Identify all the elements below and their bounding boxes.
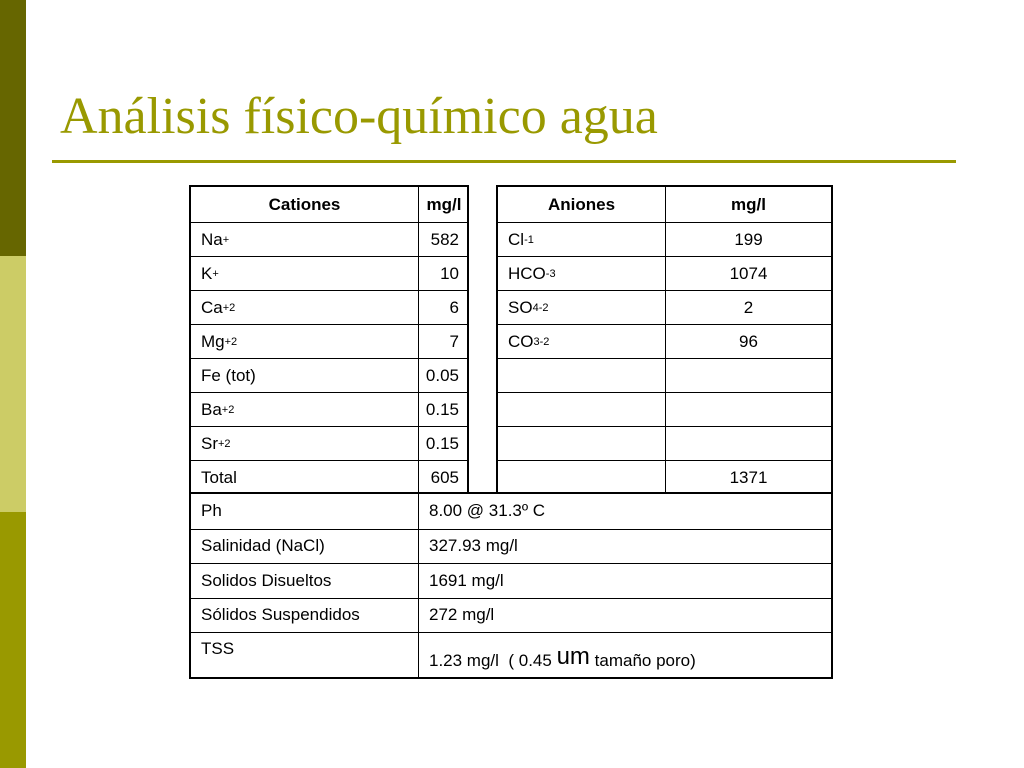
table-row — [191, 426, 467, 460]
tss-value-unit: um — [556, 643, 590, 670]
cation-charge: +2 — [224, 335, 238, 348]
anion-symbol: HCO — [508, 263, 546, 283]
cation-name — [191, 461, 419, 494]
property-value: 1691 mg/l — [429, 570, 504, 590]
cation-symbol: Na — [201, 229, 223, 249]
cation-charge: +2 — [218, 437, 231, 450]
tss-value-suffix: tamaño poro) — [589, 651, 696, 670]
cation-symbol: Total — [201, 467, 237, 487]
cation-name — [191, 427, 419, 460]
cation-symbol: Ba — [201, 399, 222, 419]
table-row — [191, 222, 467, 256]
cation-value: 582 — [430, 229, 459, 249]
cation-charge: + — [222, 233, 230, 246]
cations-table — [189, 185, 469, 494]
tss-value — [419, 633, 831, 677]
cations-unit-header: mg/l — [426, 194, 462, 214]
anion-name — [498, 461, 666, 494]
table-row — [191, 324, 467, 358]
cation-value: 0.05 — [425, 365, 459, 385]
property-value: 327.93 mg/l — [429, 536, 518, 556]
cation-name — [191, 223, 419, 256]
anion-name — [498, 427, 666, 460]
cation-value: 6 — [449, 297, 459, 317]
anion-charge: -1 — [524, 233, 534, 246]
accent-bar-bottom — [0, 512, 26, 768]
cation-name — [191, 325, 419, 358]
table-row — [498, 358, 831, 392]
table-row-tss — [191, 632, 831, 677]
anion-symbol: CO — [508, 331, 534, 351]
anions-header-row — [498, 187, 831, 222]
anion-value: 1074 — [729, 263, 768, 283]
anions-table — [496, 185, 833, 494]
table-row — [498, 222, 831, 256]
cations-header: Cationes — [191, 187, 419, 222]
table-row — [191, 563, 831, 598]
tss-value-prefix: 1.23 mg/l ( 0.45 — [429, 651, 557, 670]
table-row — [191, 494, 831, 529]
slide-title: Análisis físico-químico agua — [60, 88, 658, 145]
cation-symbol: Sr — [201, 433, 218, 453]
property-value: 8.00 @ 31.3º C — [429, 501, 546, 521]
anion-charge: -3 — [545, 267, 556, 280]
cation-value: 0.15 — [425, 399, 459, 419]
anion-name — [498, 359, 666, 392]
property-label: Solidos Disueltos — [191, 564, 419, 598]
anion-name — [498, 291, 666, 324]
cations-header-row — [191, 187, 467, 222]
anion-name — [498, 257, 666, 290]
table-row — [498, 324, 831, 358]
accent-bar-middle — [0, 256, 26, 512]
cation-value: 10 — [440, 263, 459, 283]
table-row — [498, 426, 831, 460]
cation-name — [191, 359, 419, 392]
cation-charge: + — [212, 267, 219, 280]
table-row — [498, 290, 831, 324]
cation-symbol: Mg — [201, 331, 225, 351]
cation-charge: +2 — [222, 301, 236, 314]
property-value: 272 mg/l — [429, 605, 495, 625]
table-row — [498, 256, 831, 290]
cation-symbol: Ca — [201, 297, 223, 317]
table-row — [191, 529, 831, 564]
cation-name — [191, 257, 419, 290]
table-row — [191, 598, 831, 633]
title-underline — [52, 160, 956, 163]
table-row — [191, 256, 467, 290]
anion-name — [498, 325, 666, 358]
anion-value — [666, 427, 831, 460]
cation-name — [191, 291, 419, 324]
anion-value — [666, 393, 831, 426]
table-row — [191, 460, 467, 494]
cation-charge: +2 — [221, 403, 235, 416]
property-label: Sólidos Suspendidos — [191, 599, 419, 633]
anion-symbol: Cl — [508, 229, 525, 249]
anion-charge: -2 — [539, 335, 550, 348]
anion-subscript: 4 — [532, 301, 539, 314]
anion-value: 96 — [739, 331, 758, 351]
cation-value: 605 — [430, 467, 459, 487]
anion-value: 2 — [743, 297, 754, 317]
anion-name — [498, 223, 666, 256]
cation-value: 0.15 — [425, 433, 459, 453]
property-label: Ph — [191, 494, 419, 529]
anion-value: 199 — [734, 229, 763, 249]
anions-unit-header: mg/l — [731, 194, 766, 214]
properties-table — [189, 492, 833, 679]
cation-symbol: Fe (tot) — [201, 365, 256, 385]
table-row — [498, 460, 831, 494]
table-row — [498, 392, 831, 426]
cation-value: 7 — [449, 331, 459, 351]
anion-symbol: SO — [508, 297, 533, 317]
anion-name — [498, 393, 666, 426]
table-row — [191, 358, 467, 392]
cation-symbol: K — [201, 263, 213, 283]
tss-label: TSS — [191, 633, 419, 677]
cation-name — [191, 393, 419, 426]
anions-header: Aniones — [498, 187, 666, 222]
anion-value — [666, 359, 831, 392]
anion-subscript: 3 — [533, 335, 540, 348]
property-label: Salinidad (NaCl) — [191, 530, 419, 564]
accent-bar-top — [0, 0, 26, 256]
anion-value: 1371 — [729, 467, 768, 487]
anion-charge: -2 — [538, 301, 549, 314]
table-row — [191, 290, 467, 324]
table-row — [191, 392, 467, 426]
